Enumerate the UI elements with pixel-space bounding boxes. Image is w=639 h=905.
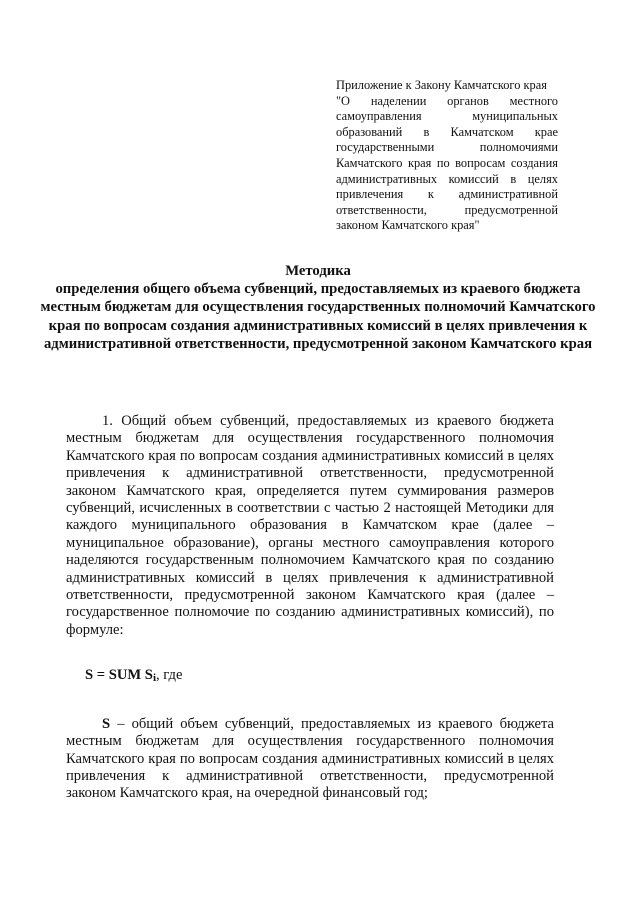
title-heading: Методика <box>285 263 351 279</box>
document-title <box>40 262 596 353</box>
formula-tail: , где <box>156 667 183 684</box>
paragraph-1: 1. Общий объем субвенций, предоставляемых из краевого бюджета местным бюджетам для осуществления государственного полномочия Камчатского края по вопросам создания административных комиссий в целях привлечения к административной ответственности, предусмотренной законом Камчатского края, определяется путем суммирования размеров субвенций, исчисленных в соответствии с частью 2 настоящей Методики для каждого муниципального образования в Камчатском крае (далее – муниципальное образование), органы местного самоуправления которого наделяются государственным полномочием Камчатского края по созданию административных комиссий в целях привлечения к административной ответственности, предусмотренной законом Камчатского края (далее – государственное полномочие по созданию административных комиссий), по формуле: <box>66 413 554 638</box>
formula <box>66 667 554 687</box>
annex-line: Приложение к Закону Камчатского края <box>336 78 547 92</box>
document-body <box>66 413 554 803</box>
annex-note <box>336 78 558 234</box>
formula-subscript: i <box>152 672 156 685</box>
title-subtitle: определения общего объема субвенций, предоставляемых из краевого бюджета местным бюджетам для осуществления государственных полномочий Камчатского края по вопросам создания административных комиссий в целях привлечения к административной ответственности, предусмотренной законом Камчатского края <box>40 281 596 352</box>
definition-s <box>66 716 554 803</box>
formula-main: S = SUM S <box>85 667 153 684</box>
definition-text: – общий объем субвенций, предоставляемых из краевого бюджета местным бюджетам для осуществления государственного полномочия Камчатского края по вопросам создания административных комиссий в целях привлечения к административной ответственности, предусмотренной законом Камчатского края, на очередной финансовый год; <box>66 715 554 802</box>
definition-symbol: S <box>102 715 111 732</box>
annex-law-title: "О наделении органов местного самоуправления муниципальных образований в Камчатском крае государственными полномочиями Камчатского края по вопросам создания административных комиссий в целях привлечения к административной ответственности, предусмотренной законом Камчатского края" <box>336 93 558 233</box>
